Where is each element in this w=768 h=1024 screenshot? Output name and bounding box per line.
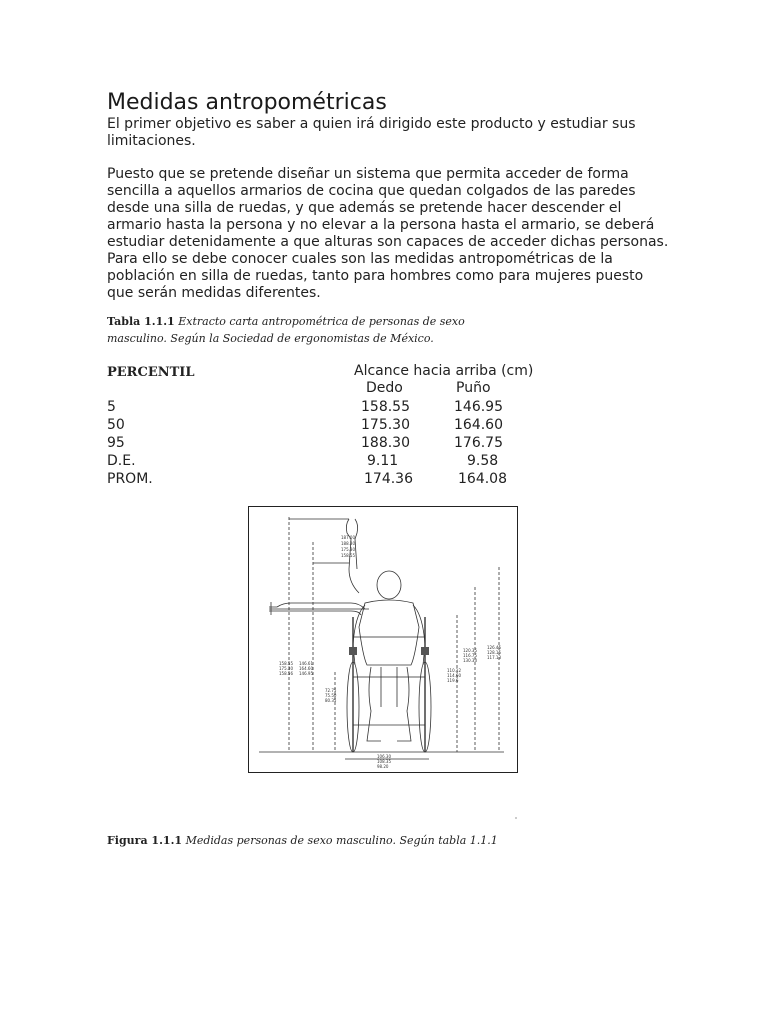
fig-label: 116.75	[463, 653, 477, 658]
body-paragraph	[107, 166, 667, 302]
intro-paragraph	[107, 116, 667, 150]
body-line: estudiar detenidamente a que alturas son capaces de acceder dichas personas.	[107, 234, 669, 250]
fig-label: 158.55	[341, 553, 355, 558]
fig-label: 128.15	[487, 650, 501, 655]
fig-label: 130.33	[463, 658, 477, 663]
row-label: D.E.	[107, 453, 136, 469]
row-puno: 176.75	[454, 435, 503, 451]
fig-label: 106.30	[377, 754, 391, 759]
table-caption-text: masculino. Según la Sociedad de ergonomistas de México.	[107, 332, 434, 345]
fig-label: 114.60	[447, 673, 461, 678]
chair-handle	[421, 647, 429, 655]
body-line: desde una silla de ruedas, y que además se pretende hacer descender el	[107, 200, 622, 216]
figure-caption	[107, 832, 498, 849]
leg	[367, 667, 381, 741]
row-label: 95	[107, 435, 125, 451]
torso	[359, 600, 419, 665]
body-line: que serán medidas diferentes.	[107, 285, 321, 301]
row-dedo: 175.30	[361, 417, 410, 433]
fig-label: 187.00	[341, 535, 355, 540]
fig-label: 175.30	[279, 666, 293, 671]
table-caption	[107, 313, 527, 347]
arm	[353, 605, 365, 665]
fig-label: 110.12	[447, 668, 461, 673]
body-line: sencilla a aquellos armarios de cocina que quedan colgados de las paredes	[107, 183, 636, 199]
body-line: población en silla de ruedas, tanto para hombres como para mujeres puesto	[107, 268, 644, 284]
fig-label: 175.30	[341, 547, 355, 552]
fig-label: 126.45	[487, 645, 501, 650]
row-dedo: 188.30	[361, 435, 410, 451]
dedo-header: Dedo	[366, 380, 403, 396]
figure-caption-text: Medidas personas de sexo masculino. Según tabla 1.1.1	[185, 834, 498, 847]
fig-label: 80.35	[325, 698, 337, 703]
fig-label: 117.13	[487, 655, 501, 660]
raised-arm	[355, 519, 358, 569]
extended-arm	[269, 603, 365, 609]
fig-label: 158.55	[279, 661, 293, 666]
body-line: armario hasta la persona y no elevar a la persona hasta el armario, se deberá	[107, 217, 655, 233]
fig-label: 72.75	[325, 688, 337, 693]
row-label: PROM.	[107, 471, 153, 487]
fig-label: 146.95	[299, 671, 313, 676]
figure-caption-label: Figura 1.1.1	[107, 834, 183, 847]
row-puno: 164.08	[458, 471, 507, 487]
row-dedo: 174.36	[364, 471, 413, 487]
body-line: Para ello se debe conocer cuales son las medidas antropométricas de la	[107, 251, 613, 267]
fig-label: 146.61	[299, 661, 313, 666]
table-caption-text: Extracto carta antropométrica de personas de sexo	[178, 315, 465, 328]
body-line: Puesto que se pretende diseñar un sistema que permita acceder de forma	[107, 166, 629, 182]
fig-label: 120.35	[463, 648, 477, 653]
chair-frame	[353, 637, 425, 677]
row-puno: 146.95	[454, 399, 503, 415]
chair-handle	[349, 647, 357, 655]
fig-label: 108.35	[377, 759, 391, 764]
intro-line: El primer objetivo es saber a quien irá dirigido este producto y estudiar sus	[107, 116, 636, 132]
percentil-header: PERCENTIL	[107, 365, 195, 380]
fig-label: 164.60	[299, 666, 313, 671]
speck	[515, 817, 517, 819]
fig-label: 75.50	[325, 693, 337, 698]
fig-label: 158.56	[279, 671, 293, 676]
row-puno: 164.60	[454, 417, 503, 433]
row-dedo: 9.11	[367, 453, 399, 469]
leg	[397, 667, 411, 741]
page-title: Medidas antropométricas	[107, 90, 387, 115]
group-header: Alcance hacia arriba (cm)	[354, 363, 534, 379]
fig-label: 188.30	[341, 541, 355, 546]
row-label: 5	[107, 399, 116, 415]
extended-arm	[269, 611, 361, 615]
row-dedo: 158.55	[361, 399, 410, 415]
intro-line: limitaciones.	[107, 133, 196, 149]
arm	[413, 605, 425, 665]
row-label: 50	[107, 417, 125, 433]
wheelchair-figure	[248, 506, 518, 773]
fig-label: 98.20	[377, 764, 389, 769]
wheelchair-diagram	[249, 507, 517, 772]
puno-header: Puño	[456, 380, 491, 396]
fig-label: 119.6	[447, 678, 459, 683]
row-puno: 9.58	[467, 453, 499, 469]
head	[377, 571, 401, 599]
table-caption-label: Tabla 1.1.1	[107, 315, 175, 328]
